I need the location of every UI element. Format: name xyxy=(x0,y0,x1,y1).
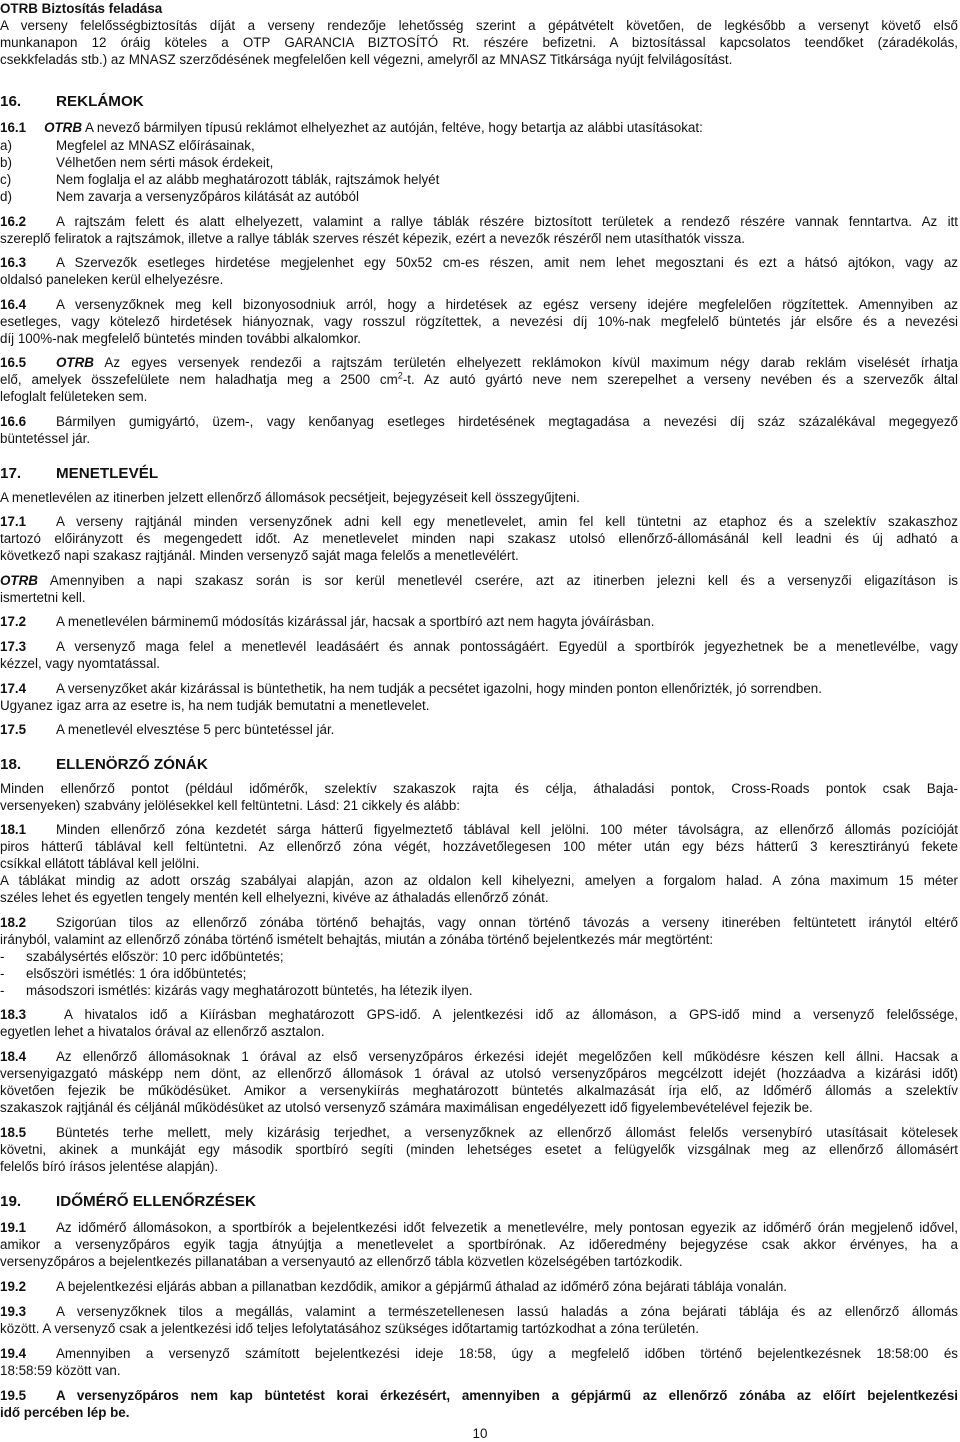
paragraph-line: szakaszok rajtjánál és céljánál működésüket az utolsó versenyző számára maximálisan engedélyezett idő figyelembevételével fejezik be. xyxy=(0,1100,813,1115)
list-item: c) Nem foglalja el az alább meghatározott táblák, rajtszámok helyét xyxy=(0,172,440,187)
paragraph-19-3: 19.3 A versenyzőknek tilos a megállás, valamint a természetellenesen lassú haladás a zóna bejárati táblája és az ellenőrző állomás xyxy=(0,1304,958,1319)
paragraph-line: esetleges, vagy kötelező hirdetések hiányoznak, vagy rosszul rögzítettek, a nevezési díj 10%-nak megfelelő büntetés jár elsőre és a nevezési xyxy=(0,314,958,329)
paragraph-line: csíkkal ellátott táblával kell jelölni. xyxy=(0,856,200,871)
paragraph-16-2: 16.2 A rajtszám felett és alatt elhelyezett, valamint a rallye táblák részére biztosított területek a rendező részére vannak fenntartva. Az itt xyxy=(0,214,958,229)
list-item: - szabálysértés először: 10 perc időbüntetés; xyxy=(0,949,284,964)
list-item: b) Vélhetően nem sérti mások érdekeit, xyxy=(0,155,274,170)
paragraph-line: A táblákat mindig az adott ország szabályai alapján, azon az oldalon kell kihelyezni, amelyen a forgalom halad. A zóna maximum 15 méter xyxy=(0,873,958,888)
paragraph-18-5: 18.5 Büntetés terhe mellett, mely kizárásig terjedhet, a versenyzőknek az ellenőrző állomást felelős versenybíró utasításait kötelesek xyxy=(0,1125,958,1140)
paragraph-19-4: 19.4 Amennyiben a versenyző számított bejelentkezési ideje 18:58, úgy a megfelelő időben történő bejelentkezésnek 18:58:00 és xyxy=(0,1346,958,1361)
paragraph-line: versenyzőpáros a bejelentkezés pillanatában a versenyautó az ellenőrző tábla közvetlen közelségében tartózkodik. xyxy=(0,1254,683,1269)
paragraph-line: felelős bíró írásos jelentése alapján). xyxy=(0,1159,219,1174)
section-heading-18: 18. ELLENÖRZŐ ZÓNÁK xyxy=(0,756,208,773)
paragraph-17-1: 17.1 A verseny rajtjánál minden versenyzőnek adni kell egy menetlevelet, amin fel kell tüntetni az etaphoz és a szelektív szakaszhoz xyxy=(0,514,958,529)
paragraph-line: Minden ellenőrző pontot (például időmérők, szelektív szakaszok rajta és célja, áthaladási pontok, Cross-Roads pontok csak Baja- xyxy=(0,781,958,796)
paragraph-line: Ugyanez igaz arra az esetre is, ha nem tudják bemutatni a menetlevelet. xyxy=(0,698,430,713)
paragraph-19-1: 19.1 Az időmérő állomásokon, a sportbírók a bejelentkezési időt felvezetik a menetlevélre, mely pontosan egyezik az időmérő órán megjelenő idővel, xyxy=(0,1220,958,1235)
paragraph-17-2: 17.2 A menetlevélen bárminemű módosítás kizárással jár, hacsak a sportbíró azt nem hagyta jóváírásban. xyxy=(0,614,655,629)
section-heading-19: 19. IDŐMÉRŐ ELLENŐRZÉSEK xyxy=(0,1193,256,1210)
paragraph-18-4: 18.4 Az ellenőrző állomásoknak 1 órával az első versenyzőpáros érkezési idejét megelőzően kell működésre készen kell állni. Hacsak a xyxy=(0,1049,958,1064)
paragraph-line: ismertetni kell. xyxy=(0,590,86,605)
paragraph-16-4: 16.4 A versenyzőknek meg kell bizonyosodniuk arról, hogy a hirdetések az egész verseny idejére megfelelően rögzítettek. Amennyiben az xyxy=(0,297,958,312)
paragraph-16-6: 16.6 Bármilyen gumigyártó, üzem-, vagy kenőanyag esetleges hirdetésének megtagadása a nevezési díj száz százalékával megegyező xyxy=(0,414,958,429)
paragraph-line: díj 100%-nak megfelelő büntetés minden további alkalomkor. xyxy=(0,331,362,346)
paragraph-line: követni, akinek a munkáját egy második sportbíró segíti (minden lehetséges esetet a felügyelők vizsgálnak meg az ellenőrző állomásért xyxy=(0,1142,958,1157)
page-number: 10 xyxy=(472,1426,488,1441)
paragraph-line: kézzel, vagy nyomtatással. xyxy=(0,656,161,671)
list-item: - elsőszöri ismétlés: 1 óra időbüntetés; xyxy=(0,966,247,981)
paragraph-line: versenyigazgató másképp nem dönt, az ellenőrző állomások 1 órával az utolsó versenyzőpáros megcélzott idejét (hozzáadva a kizárási időt) xyxy=(0,1066,958,1081)
paragraph-line: A verseny felelősségbiztosítás díját a verseny rendezője lehetősség szerint a gépátvételt követően, de legkésőbb a versenyt követő első xyxy=(0,18,958,33)
paragraph-line: A menetlevélen az itinerben jelzett ellenőrző állomások pecsétjeit, bejegyzéseit kell összegyűjteni. xyxy=(0,490,580,505)
paragraph-16-3: 16.3 A Szervezők esetleges hirdetése megjelenhet egy 50x52 cm-es részen, amit nem lehet megosztani és ezt a hátsó ajtókon, vagy az xyxy=(0,255,958,270)
paragraph-line: között. A versenyző csak a jelentkezési idő teljes lefolytatásához szükséges időtartamig tartózkodhat a zóna területén. xyxy=(0,1321,699,1336)
paragraph-16-1: 16.1 OTRB A nevező bármilyen típusú reklámot elhelyezhet az autóján, feltéve, hogy betartja az alábbi utasításokat: xyxy=(0,120,703,135)
section-heading-17: 17. MENETLEVÉL xyxy=(0,465,159,482)
section-heading-16: 16. REKLÁMOK xyxy=(0,93,144,110)
paragraph-line: oldalsó paneleken kerül elhelyezésre. xyxy=(0,272,224,287)
paragraph-line: büntetéssel jár. xyxy=(0,431,91,446)
list-item: a) Megfelel az MNASZ előírásainak, xyxy=(0,138,255,153)
paragraph-18-3: 18.3 A hivatalos idő a Kiírásban meghatározott GPS-idő. A jelentkezési idő az állomáson, a GPS-idő mind a versenyző felelőssége, xyxy=(0,1007,958,1022)
paragraph-line: szereplő feliratok a rajtszámok, illetve a rallye táblák szerves részét képezik, ezért a nevezők részéről nem utasíthatók vissza. xyxy=(0,231,745,246)
list-item: - másodszori ismétlés: kizárás vagy meghatározott büntetés, ha létezik ilyen. xyxy=(0,983,473,998)
paragraph-line: követően fejezik be működésüket. Amikor a versenykiírás meghatározott büntetés alkalmazását írja elő, az ldőmérő állomás a szelektív xyxy=(0,1083,958,1098)
paragraph-17-3: 17.3 A versenyző maga felel a menetlevél leadásáért és annak pontosságáért. Egyedül a sportbírók jegyezhetnek be a menetlevélbe, vagy xyxy=(0,639,958,654)
paragraph-line: lefoglalt felületeken sem. xyxy=(0,389,148,404)
paragraph-19-2: 19.2 A bejelentkezési eljárás abban a pillanatban kezdődik, amikor a gépjármű áthalad az időmérő zóna bejárati táblája vonalán. xyxy=(0,1279,787,1294)
paragraph-17-5: 17.5 A menetlevél elvesztése 5 perc büntetéssel jár. xyxy=(0,722,335,737)
paragraph-line: elő, amelyek összefelülete nem haladhatja meg a 2500 $cm^2-t$. Az autó gyártó neve nem szerepelhet a verseny nevében és a szervezők által xyxy=(0,370,959,387)
paragraph-19-5: 19.5 A versenyzőpáros nem kap büntetést korai érkezésért, amennyiben a gépjármű az ellenőrző zónába az előírt bejelentkezési xyxy=(0,1388,958,1403)
paragraph-line: amikor a versenyzőpáros egyik tagja átnyújtja a menetlevelet a sportbírónak. Az időeredmény bejegyzése csak akkor érvényes, ha a xyxy=(0,1237,958,1252)
paragraph-16-5: 16.5 OTRB Az egyes versenyek rendezői a rajtszám területén elhelyezett reklámokon kívül maximum négy darab reklám viselését írhatja xyxy=(0,355,958,370)
paragraph-line: tartozó előirányzott és megengedett időt. Az menetlevelet minden napi szakasz utolsó ellenőrző-állomásánál kell leadni és új adható a xyxy=(0,531,958,546)
paragraph-line: irányból, valamint az ellenőrző zónába történő ismételt behajtás, miután a zónába történő bejelentkezés már megtörtént: xyxy=(0,932,714,947)
paragraph-line: széles lehet és egyetlen tengely mentén kell elhelyezni, kivéve az áthaladás ellenőrző zónát. xyxy=(0,890,549,905)
paragraph-18-2: 18.2 Szigorúan tilos az ellenőrző zónába történő behajtás, vagy onnan történő távozás a verseny itinerében feltüntetett iránytól eltérő xyxy=(0,915,958,930)
paragraph-line: csekkfeladás stb.) az MNASZ szerződésének megfelelően kell végezni, amelyről az MNASZ Titkársága nyújt felvilágosítást. xyxy=(0,52,733,67)
paragraph-line: munkanapon 12 óráig köteles a OTP GARANCIA BIZTOSÍTÓ Rt. részére befizetni. A biztosítással kapcsolatos teendőket (záradékolás, xyxy=(0,35,958,50)
list-item: d) Nem zavarja a versenyzőpáros kilátását az autóból xyxy=(0,189,359,204)
paragraph-line: idő percében lép be. xyxy=(0,1405,130,1420)
section-heading: OTRB Biztosítás feladása xyxy=(0,1,163,16)
paragraph-line: következő napi szakasz rajtjánál. Minden versenyző saját maga felelős a menetlevélért. xyxy=(0,548,519,563)
paragraph-otrb: OTRB Amennyiben a napi szakasz során is sor kerül menetlevél cserére, azt az itinerben jelezni kell és a versenyzői eligazításon is xyxy=(0,573,958,588)
paragraph-line: versenyeken) szabvány jelölésekkel kell feltüntetni. Lásd: 21 cikkely és alább: xyxy=(0,798,460,813)
paragraph-line: piros hátterű táblával kell feltüntetni. Az ellenőrző zóna végét, hozzávetőlegesen 100 méter után egy bézs hátterű 3 keresztirányú fekete xyxy=(0,839,958,854)
paragraph-line: 18:58:59 között van. xyxy=(0,1363,121,1378)
paragraph-line: egyetlen lehet a hivatalos órával az ellenőrző asztalon. xyxy=(0,1024,325,1039)
paragraph-18-1: 18.1 Minden ellenőrző zóna kezdetét sárga hátterű figyelmeztető táblával kell jelölni. 100 méter távolságra, az ellenőrző állomás pozícióját xyxy=(0,822,958,837)
paragraph-17-4: 17.4 A versenyzőket akár kizárással is büntethetik, ha nem tudják a pecsétet igazolni, hogy minden ponton ellenőrizték, jó sorrendben. xyxy=(0,681,822,696)
